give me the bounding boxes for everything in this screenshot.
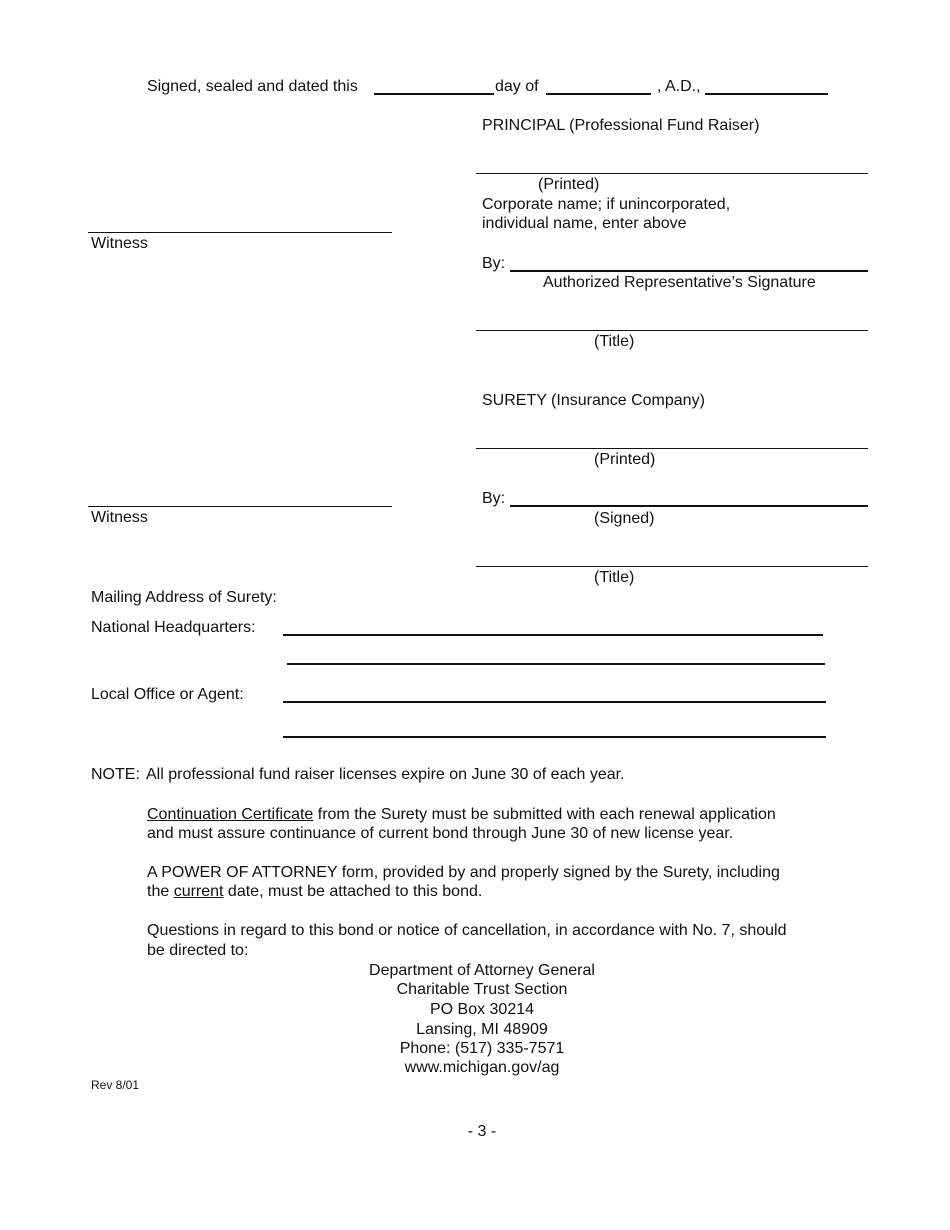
questions-line1: Questions in regard to this bond or notice of cancellation, in accordance with No. 7, should <box>147 922 787 939</box>
address-website: www.michigan.gov/ag <box>404 1059 560 1076</box>
witness-1-label: Witness <box>91 235 148 252</box>
surety-title-caption: (Title) <box>594 569 635 586</box>
revision-label: Rev 8/01 <box>91 1078 140 1092</box>
witness-2-signature-line[interactable] <box>88 506 392 507</box>
ad-label: , A.D., <box>657 78 701 95</box>
principal-title-caption: (Title) <box>594 333 635 350</box>
address-department: Department of Attorney General <box>369 962 595 979</box>
poa-rest: date, must be attached to this bond. <box>223 883 483 900</box>
local-office-label: Local Office or Agent: <box>91 686 244 703</box>
surety-heading: SURETY (Insurance Company) <box>482 392 705 409</box>
local-office-line-2[interactable] <box>283 736 826 738</box>
power-of-attorney-line2 <box>147 882 482 901</box>
month-blank[interactable] <box>546 93 651 95</box>
corporate-name-note-line1: Corporate name; if unincorporated, <box>482 196 731 213</box>
address-po-box: PO Box 30214 <box>429 1001 535 1018</box>
poa-current-term: current <box>173 883 224 900</box>
address-phone: Phone: (517) 335-7571 <box>399 1040 565 1057</box>
surety-signature-line[interactable] <box>510 505 868 507</box>
authorized-signature-caption: Authorized Representative’s Signature <box>543 274 816 291</box>
continuation-rest: from the Surety must be submitted with each renewal application <box>313 806 776 823</box>
day-of-label: day of <box>495 78 539 95</box>
note-label: NOTE: <box>91 766 140 783</box>
national-headquarters-line-1[interactable] <box>283 634 823 636</box>
surety-printed-caption: (Printed) <box>594 451 656 468</box>
continuation-paragraph-line2: and must assure continuance of current bond through June 30 of new license year. <box>147 825 734 842</box>
address-city: Lansing, MI 48909 <box>416 1021 548 1038</box>
address-section: Charitable Trust Section <box>396 981 568 998</box>
year-blank[interactable] <box>705 93 828 95</box>
power-of-attorney-line1: A POWER OF ATTORNEY form, provided by and properly signed by the Surety, including <box>147 864 780 881</box>
national-headquarters-line-2[interactable] <box>287 663 825 665</box>
surety-signed-caption: (Signed) <box>594 510 655 527</box>
surety-by-label: By: <box>482 490 506 507</box>
witness-1-signature-line[interactable] <box>88 232 392 233</box>
local-office-line-1[interactable] <box>283 701 826 703</box>
note-text: All professional fund raiser licenses expire on June 30 of each year. <box>146 766 625 783</box>
signed-sealed-dated-label: Signed, sealed and dated this <box>147 78 358 95</box>
mailing-address-label: Mailing Address of Surety: <box>91 589 277 606</box>
continuation-paragraph-line1 <box>147 805 776 824</box>
principal-printed-caption: (Printed) <box>538 176 600 193</box>
principal-printed-name-line[interactable] <box>476 173 868 174</box>
principal-signature-line[interactable] <box>510 270 868 272</box>
page-number: - 3 - <box>467 1123 497 1140</box>
continuation-certificate-term: Continuation Certificate <box>147 806 314 823</box>
day-blank[interactable] <box>374 93 494 95</box>
surety-title-line[interactable] <box>476 566 868 567</box>
questions-line2: be directed to: <box>147 942 249 959</box>
principal-by-label: By: <box>482 255 506 272</box>
poa-the: the <box>147 883 174 900</box>
corporate-name-note-line2: individual name, enter above <box>482 215 687 232</box>
principal-title-line[interactable] <box>476 330 868 331</box>
surety-printed-name-line[interactable] <box>476 448 868 449</box>
principal-heading: PRINCIPAL (Professional Fund Raiser) <box>482 117 760 134</box>
national-headquarters-label: National Headquarters: <box>91 619 256 636</box>
witness-2-label: Witness <box>91 509 148 526</box>
